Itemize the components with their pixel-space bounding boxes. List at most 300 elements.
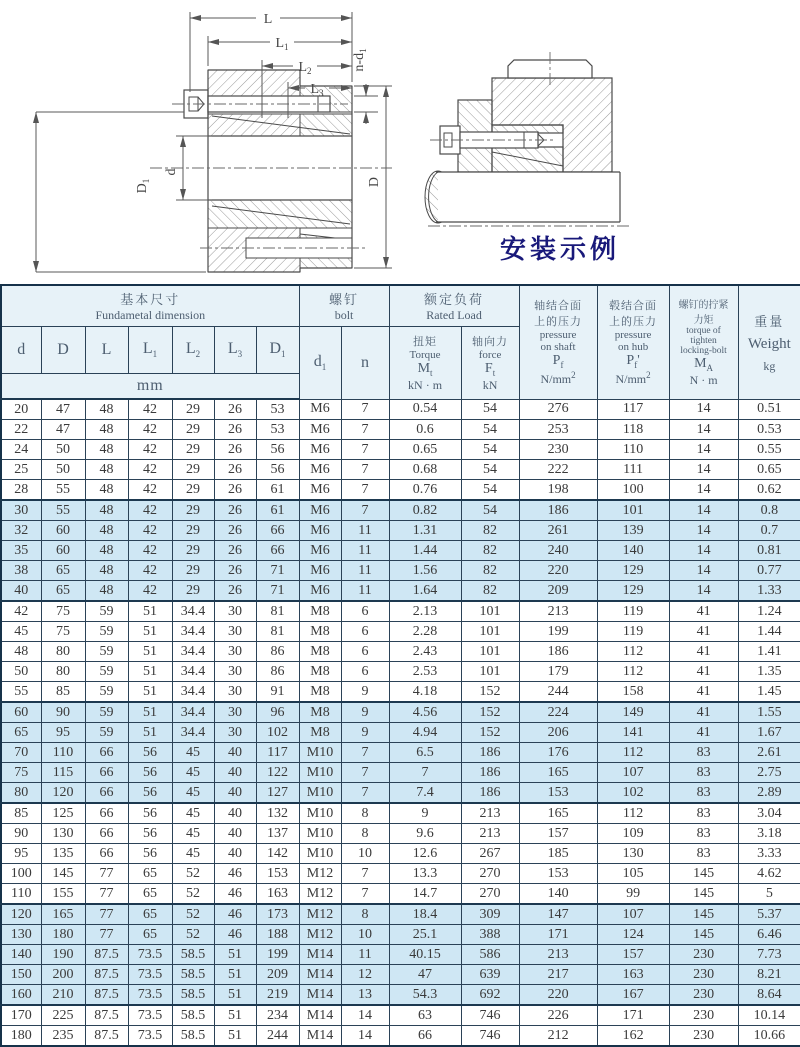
table-cell: 83: [669, 824, 738, 844]
table-cell: 142: [256, 844, 299, 864]
header-rated-load: [389, 285, 519, 327]
table-cell: 75: [1, 763, 41, 783]
table-cell: 52: [172, 904, 214, 925]
header-pressure-on-shaft: [519, 285, 597, 399]
table-cell: 124: [597, 925, 669, 945]
table-cell: 41: [669, 662, 738, 682]
table-cell: 34.4: [172, 601, 214, 622]
table-row: [1, 460, 800, 480]
table-cell: 87.5: [85, 1005, 128, 1026]
table-cell: 29: [172, 460, 214, 480]
table-cell: 7.73: [738, 945, 800, 965]
table-cell: 42: [128, 420, 172, 440]
table-cell: 51: [128, 702, 172, 723]
table-cell: 1.24: [738, 601, 800, 622]
table-cell: 73.5: [128, 965, 172, 985]
table-cell: 152: [461, 723, 519, 743]
table-cell: 22: [1, 420, 41, 440]
table-cell: 80: [41, 662, 85, 682]
table-cell: 746: [461, 1005, 519, 1026]
table-cell: 40: [214, 824, 256, 844]
table-cell: 41: [669, 601, 738, 622]
table-cell: 51: [214, 1026, 256, 1047]
unit-mm: mm: [1, 374, 299, 400]
table-cell: 26: [214, 561, 256, 581]
table-cell: 1.56: [389, 561, 461, 581]
table-cell: 26: [214, 500, 256, 521]
table-cell: 129: [597, 561, 669, 581]
table-cell: 34.4: [172, 702, 214, 723]
table-cell: M6: [299, 440, 341, 460]
table-cell: 29: [172, 480, 214, 501]
table-cell: 0.76: [389, 480, 461, 501]
table-cell: 120: [41, 783, 85, 804]
table-cell: 10: [341, 925, 389, 945]
table-cell: 45: [172, 743, 214, 763]
table-cell: 165: [519, 803, 597, 824]
table-cell: 13.3: [389, 864, 461, 884]
table-cell: 186: [519, 500, 597, 521]
table-cell: 45: [1, 622, 41, 642]
table-cell: 25: [1, 460, 41, 480]
table-cell: 240: [519, 541, 597, 561]
table-cell: 48: [85, 399, 128, 420]
table-cell: 145: [669, 864, 738, 884]
table-cell: 26: [214, 440, 256, 460]
table-cell: 130: [1, 925, 41, 945]
table-cell: 59: [85, 723, 128, 743]
table-cell: 14: [341, 1026, 389, 1047]
table-cell: 0.6: [389, 420, 461, 440]
table-cell: 117: [597, 399, 669, 420]
table-cell: M12: [299, 904, 341, 925]
table-cell: M14: [299, 1026, 341, 1047]
table-cell: 7: [341, 783, 389, 804]
table-cell: M12: [299, 884, 341, 905]
table-cell: 135: [41, 844, 85, 864]
table-cell: M14: [299, 985, 341, 1006]
table-cell: 42: [128, 440, 172, 460]
table-cell: 45: [172, 824, 214, 844]
table-cell: 120: [1, 904, 41, 925]
table-cell: 9: [341, 682, 389, 703]
table-cell: 112: [597, 743, 669, 763]
table-cell: 30: [1, 500, 41, 521]
table-cell: 56: [128, 824, 172, 844]
table-cell: 48: [85, 561, 128, 581]
table-cell: 6: [341, 642, 389, 662]
table-cell: M6: [299, 420, 341, 440]
table-cell: 60: [1, 702, 41, 723]
spec-table: [0, 284, 800, 1047]
table-cell: 58.5: [172, 985, 214, 1006]
table-cell: 7: [341, 480, 389, 501]
table-cell: 8: [341, 824, 389, 844]
table-cell: 145: [669, 925, 738, 945]
dim-label-L1: $L_1$: [275, 36, 289, 52]
table-cell: 213: [519, 945, 597, 965]
table-row: [1, 884, 800, 905]
table-cell: 41: [669, 702, 738, 723]
table-cell: 213: [519, 601, 597, 622]
table-cell: 14: [669, 399, 738, 420]
table-cell: 9: [341, 702, 389, 723]
table-cell: 112: [597, 662, 669, 682]
table-cell: 77: [85, 884, 128, 905]
table-row: [1, 783, 800, 804]
table-cell: 63: [389, 1005, 461, 1026]
table-cell: 110: [1, 884, 41, 905]
table-cell: 10: [341, 844, 389, 864]
table-cell: 52: [172, 884, 214, 905]
table-cell: 165: [519, 763, 597, 783]
table-cell: 48: [85, 460, 128, 480]
table-cell: 226: [519, 1005, 597, 1026]
table-row: [1, 803, 800, 824]
pshaft-en1: pressure: [539, 329, 577, 342]
table-cell: M14: [299, 965, 341, 985]
table-cell: 87.5: [85, 985, 128, 1006]
torque-en: Torque: [409, 348, 441, 361]
table-row: [1, 743, 800, 763]
table-cell: 185: [519, 844, 597, 864]
table-cell: 45: [172, 803, 214, 824]
table-row: [1, 581, 800, 602]
table-cell: M14: [299, 1005, 341, 1026]
table-cell: 117: [256, 743, 299, 763]
table-cell: 0.54: [389, 399, 461, 420]
table-cell: 18.4: [389, 904, 461, 925]
table-cell: 32: [1, 521, 41, 541]
table-cell: 47: [41, 420, 85, 440]
phub-zh1: 毂结合面: [609, 300, 658, 313]
table-row: [1, 824, 800, 844]
table-cell: 210: [41, 985, 85, 1006]
table-cell: 14: [669, 480, 738, 501]
table-cell: 35: [1, 541, 41, 561]
col-L2: $L_2$: [172, 327, 214, 374]
table-cell: 73.5: [128, 945, 172, 965]
table-cell: 0.82: [389, 500, 461, 521]
table-cell: 34.4: [172, 642, 214, 662]
table-cell: 270: [461, 884, 519, 905]
table-cell: 40: [214, 783, 256, 804]
table-cell: 230: [669, 985, 738, 1006]
table-cell: 0.62: [738, 480, 800, 501]
table-cell: 14: [669, 521, 738, 541]
table-cell: 9: [389, 803, 461, 824]
installation-caption: 安装示例: [499, 235, 621, 264]
table-cell: 7: [341, 864, 389, 884]
table-cell: 75: [41, 622, 85, 642]
table-cell: 158: [597, 682, 669, 703]
tighten-unit: N · m: [689, 373, 718, 388]
header-row-groups: [1, 285, 800, 327]
table-cell: 55: [41, 480, 85, 501]
table-cell: 0.65: [389, 440, 461, 460]
table-cell: 65: [1, 723, 41, 743]
phub-en1: pressure: [614, 329, 652, 342]
table-cell: 46: [214, 884, 256, 905]
table-cell: 85: [1, 803, 41, 824]
table-cell: 40: [214, 844, 256, 864]
table-cell: 261: [519, 521, 597, 541]
table-cell: 87.5: [85, 945, 128, 965]
table-cell: 1.45: [738, 682, 800, 703]
table-cell: M10: [299, 763, 341, 783]
table-cell: 10.14: [738, 1005, 800, 1026]
table-cell: 66: [256, 541, 299, 561]
table-cell: 56: [128, 803, 172, 824]
table-cell: M6: [299, 581, 341, 602]
table-cell: 152: [461, 682, 519, 703]
table-cell: 5: [738, 884, 800, 905]
table-cell: 38: [1, 561, 41, 581]
table-cell: 26: [214, 460, 256, 480]
table-cell: 225: [41, 1005, 85, 1026]
header-basic-dimension: [1, 285, 299, 327]
table-cell: 2.75: [738, 763, 800, 783]
table-cell: 149: [597, 702, 669, 723]
table-cell: 42: [128, 541, 172, 561]
table-cell: 162: [597, 1026, 669, 1047]
table-cell: 34.4: [172, 723, 214, 743]
table-cell: 137: [256, 824, 299, 844]
table-row: [1, 844, 800, 864]
table-cell: 41: [669, 642, 738, 662]
table-cell: 51: [214, 1005, 256, 1026]
table-cell: 125: [41, 803, 85, 824]
table-cell: 220: [519, 985, 597, 1006]
table-cell: M12: [299, 864, 341, 884]
table-cell: 66: [85, 743, 128, 763]
table-cell: 86: [256, 662, 299, 682]
table-cell: M6: [299, 521, 341, 541]
dim-label-d: d: [164, 168, 179, 176]
table-cell: 235: [41, 1026, 85, 1047]
table-cell: 50: [41, 460, 85, 480]
torque-zh: 扭矩: [413, 335, 438, 348]
table-cell: 230: [669, 965, 738, 985]
table-cell: 230: [519, 440, 597, 460]
table-cell: 26: [214, 581, 256, 602]
pshaft-en2: on shaft: [540, 341, 576, 354]
table-cell: 34.4: [172, 622, 214, 642]
table-cell: M8: [299, 702, 341, 723]
table-cell: 3.04: [738, 803, 800, 824]
table-cell: 1.35: [738, 662, 800, 682]
bolt-en: bolt: [334, 308, 354, 322]
drawings-svg: [0, 0, 800, 284]
table-cell: 100: [1, 864, 41, 884]
table-cell: 66: [85, 783, 128, 804]
table-cell: 45: [172, 763, 214, 783]
table-cell: 82: [461, 561, 519, 581]
table-cell: 65: [128, 925, 172, 945]
table-cell: 8.64: [738, 985, 800, 1006]
col-D: D: [41, 327, 85, 374]
table-cell: 127: [256, 783, 299, 804]
weight-zh: 重量: [754, 313, 785, 329]
table-cell: 51: [128, 622, 172, 642]
table-row: [1, 500, 800, 521]
table-cell: 58.5: [172, 945, 214, 965]
table-cell: 26: [214, 420, 256, 440]
table-cell: 130: [597, 844, 669, 864]
table-cell: 99: [597, 884, 669, 905]
table-cell: 42: [128, 561, 172, 581]
table-cell: 388: [461, 925, 519, 945]
table-cell: M8: [299, 662, 341, 682]
table-cell: 80: [41, 642, 85, 662]
table-cell: M10: [299, 803, 341, 824]
table-cell: 51: [214, 985, 256, 1006]
table-cell: 34.4: [172, 662, 214, 682]
table-cell: M8: [299, 642, 341, 662]
rated-load-en: Rated Load: [426, 308, 482, 322]
table-cell: 7: [341, 420, 389, 440]
table-cell: 101: [597, 500, 669, 521]
table-cell: 41: [669, 682, 738, 703]
table-cell: 14: [341, 1005, 389, 1026]
table-cell: M8: [299, 601, 341, 622]
table-cell: 51: [128, 723, 172, 743]
table-cell: 186: [461, 763, 519, 783]
table-cell: M6: [299, 500, 341, 521]
table-cell: 51: [128, 601, 172, 622]
table-cell: 119: [597, 622, 669, 642]
table-cell: 102: [597, 783, 669, 804]
table-cell: 163: [256, 884, 299, 905]
table-cell: 219: [256, 985, 299, 1006]
table-cell: 65: [128, 904, 172, 925]
table-cell: 140: [519, 884, 597, 905]
table-cell: 73.5: [128, 1005, 172, 1026]
col-force: [461, 327, 519, 400]
table-cell: 46: [214, 904, 256, 925]
table-cell: 66: [85, 803, 128, 824]
table-cell: 14: [669, 420, 738, 440]
col-d1: $d_1$: [299, 327, 341, 400]
table-cell: 40: [1, 581, 41, 602]
force-unit: kN: [482, 377, 498, 392]
table-cell: M8: [299, 682, 341, 703]
table-cell: 14.7: [389, 884, 461, 905]
table-cell: 111: [597, 460, 669, 480]
table-cell: 8: [341, 904, 389, 925]
table-cell: 65: [128, 864, 172, 884]
table-cell: 6.5: [389, 743, 461, 763]
table-cell: 28: [1, 480, 41, 501]
table-cell: 100: [597, 480, 669, 501]
table-cell: 56: [256, 460, 299, 480]
table-cell: 145: [669, 904, 738, 925]
table-cell: 66: [85, 844, 128, 864]
table-cell: 1.41: [738, 642, 800, 662]
table-cell: 160: [1, 985, 41, 1006]
table-cell: 9: [341, 723, 389, 743]
table-cell: 6: [341, 622, 389, 642]
table-cell: 176: [519, 743, 597, 763]
dim-label-D: D: [367, 176, 382, 188]
table-cell: 222: [519, 460, 597, 480]
table-cell: 56: [128, 763, 172, 783]
table-cell: 3.18: [738, 824, 800, 844]
table-cell: 58.5: [172, 1005, 214, 1026]
table-cell: 157: [597, 945, 669, 965]
table-cell: 45: [172, 783, 214, 804]
table-cell: 102: [256, 723, 299, 743]
table-cell: 2.28: [389, 622, 461, 642]
table-cell: 53: [256, 399, 299, 420]
table-row: [1, 985, 800, 1006]
tighten-en2: tighten: [690, 336, 717, 347]
table-cell: 48: [85, 521, 128, 541]
table-cell: 0.81: [738, 541, 800, 561]
table-cell: 70: [1, 743, 41, 763]
table-cell: 40: [214, 803, 256, 824]
table-cell: 112: [597, 803, 669, 824]
dim-label-L3: $L_3$: [310, 82, 324, 98]
table-cell: 48: [85, 500, 128, 521]
table-cell: 51: [214, 965, 256, 985]
table-cell: 180: [41, 925, 85, 945]
tighten-symbol: $M_A$: [694, 356, 714, 374]
table-cell: 244: [519, 682, 597, 703]
table-cell: 186: [461, 783, 519, 804]
table-cell: 30: [214, 622, 256, 642]
table-cell: 75: [41, 601, 85, 622]
table-cell: 54: [461, 420, 519, 440]
table-cell: 30: [214, 662, 256, 682]
table-cell: 48: [85, 581, 128, 602]
table-cell: 91: [256, 682, 299, 703]
table-cell: 66: [85, 824, 128, 844]
basic-dimension-en: Fundametal dimension: [95, 308, 206, 322]
table-cell: 55: [41, 500, 85, 521]
table-cell: 52: [172, 925, 214, 945]
table-cell: 30: [214, 682, 256, 703]
table-cell: 58.5: [172, 965, 214, 985]
table-cell: 180: [1, 1026, 41, 1047]
table-cell: 7: [341, 743, 389, 763]
table-cell: 118: [597, 420, 669, 440]
table-cell: 199: [256, 945, 299, 965]
table-cell: 58.5: [172, 1026, 214, 1047]
table-cell: 42: [128, 480, 172, 501]
table-cell: 26: [214, 480, 256, 501]
col-torque: [389, 327, 461, 400]
table-cell: 26: [214, 541, 256, 561]
table-row: [1, 622, 800, 642]
table-cell: 56: [128, 844, 172, 864]
table-cell: 54: [461, 399, 519, 420]
table-cell: 7: [341, 460, 389, 480]
weight-en: Weight: [747, 335, 791, 352]
table-cell: 60: [41, 541, 85, 561]
table-cell: 81: [256, 622, 299, 642]
table-row: [1, 945, 800, 965]
table-cell: 0.65: [738, 460, 800, 480]
table-cell: 87.5: [85, 965, 128, 985]
table-cell: 54: [461, 500, 519, 521]
table-row: [1, 541, 800, 561]
table-cell: 66: [256, 521, 299, 541]
table-cell: 29: [172, 521, 214, 541]
table-cell: 77: [85, 864, 128, 884]
force-en: force: [478, 348, 502, 361]
table-cell: 122: [256, 763, 299, 783]
